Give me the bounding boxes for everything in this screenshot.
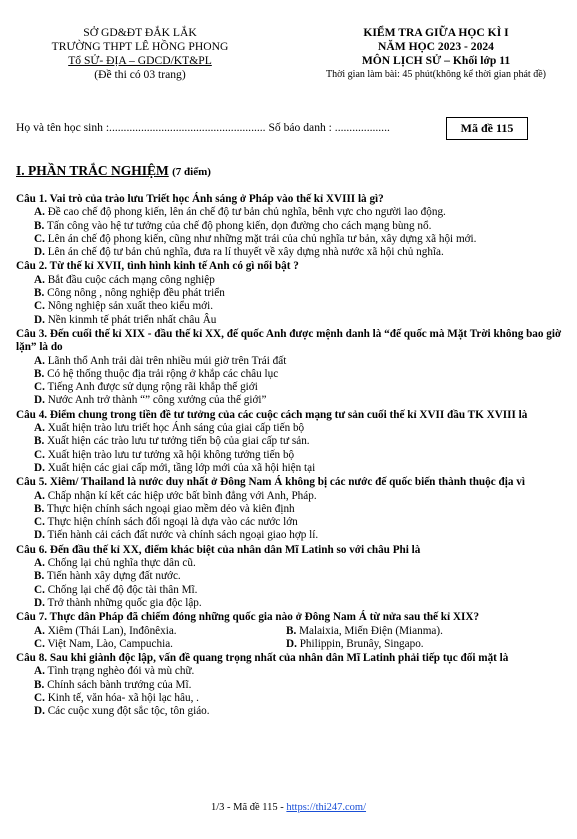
- answer-option: [16, 449, 564, 462]
- question-block: [16, 652, 564, 718]
- group-name: Tổ SỬ- ĐỊA – GDCD/KT&PL: [68, 54, 212, 67]
- option-key: C.: [34, 516, 45, 529]
- option-text: Thực hiện chính sách ngoại giao mềm dẻo và kiên định: [46, 502, 295, 515]
- option-key: C.: [34, 583, 45, 596]
- answer-option: [16, 692, 564, 705]
- option-text: Nước Anh trở thành “” công xưởng của thế giới”: [47, 394, 267, 407]
- option-text: Lãnh thổ Anh trải dài trên nhiều múi giờ trên Trái đất: [47, 354, 287, 367]
- option-text: Các cuộc xung đột sắc tộc, tôn giáo.: [47, 705, 210, 718]
- answer-option: [16, 570, 564, 583]
- option-key: B.: [34, 502, 45, 515]
- option-key: C.: [34, 637, 45, 650]
- answer-option: [286, 625, 564, 638]
- option-text: Nông nghiệp sản xuất theo kiểu mới.: [47, 300, 213, 313]
- department-name: SỞ GD&ĐT ĐẮK LẮK: [83, 26, 197, 39]
- answer-option: [16, 705, 564, 718]
- question-stem: Câu 7. Thực dân Pháp đã chiếm đóng những quốc gia nào ở Đông Nam Á từ nửa sau thế kỉ XIX?: [16, 611, 480, 624]
- answer-option: [16, 462, 564, 475]
- footer-page-info: 1/3 - Mã đề 115 -: [210, 802, 287, 813]
- answer-option: [16, 314, 564, 327]
- option-key: C.: [34, 691, 45, 704]
- option-text: Công nông , nông nghiệp đều phát triển: [47, 287, 225, 300]
- question-stem: Câu 5. Xiêm/ Thailand là nước duy nhất ở Đông Nam Á không bị các nước đế quốc biến thành thuộc địa vì: [16, 476, 525, 489]
- exam-title: KIỂM TRA GIỮA HỌC KÌ I: [363, 26, 509, 39]
- answer-option: [16, 355, 564, 368]
- option-text: Chống lại chủ nghĩa thực dân cũ.: [47, 557, 196, 570]
- option-text: Malaixia, Miến Điện (Mianma).: [299, 624, 443, 637]
- option-key: D.: [34, 394, 45, 407]
- answer-option: [16, 233, 564, 246]
- answer-option: [16, 220, 564, 233]
- question-block: [16, 193, 564, 259]
- answer-option: [16, 274, 564, 287]
- option-text: Xuất hiện các trào lưu tư tưởng tiến bộ của giai cấp tư sản.: [47, 435, 310, 448]
- option-text: Tiến hành cải cách đất nước và chính sách ngoại giao hợp lí.: [47, 529, 319, 542]
- question-stem: Câu 4. Điểm chung trong tiền đề tư tưởng của các cuộc cách mạng tư sản cuối thế kỉ XVII đầu TK XVIII là: [16, 408, 528, 421]
- option-text: Xuất hiện trào lưu tư tưởng xã hội không tưởng tiến bộ: [47, 448, 295, 461]
- option-text: Chính sách bành trướng của Mĩ.: [47, 678, 192, 691]
- option-key: C.: [34, 300, 45, 313]
- answer-option: [16, 394, 564, 407]
- option-text: Chống lại chế độ độc tài thân Mĩ.: [47, 583, 198, 596]
- option-text: Bắt đầu cuộc cách mạng công nghiệp: [47, 273, 215, 286]
- option-key: A.: [34, 354, 45, 367]
- option-text: Chấp nhận kí kết các hiệp ước bất bình đẳng với Anh, Pháp.: [47, 489, 317, 502]
- answer-option: [16, 557, 564, 570]
- footer-link[interactable]: https://thi247.com/: [286, 802, 367, 813]
- option-text: Lên án chế độ tư bản chủ nghĩa, đưa ra lí thuyết về xây dựng nhà nước xã hội chủ nghĩa.: [47, 246, 444, 259]
- option-key: B.: [34, 678, 45, 691]
- answer-option: [16, 287, 564, 300]
- option-key: A.: [34, 273, 45, 286]
- option-key: B.: [34, 287, 45, 300]
- question-block: [16, 328, 564, 408]
- option-key: D.: [34, 596, 45, 609]
- section-title: I. PHẦN TRẮC NGHIỆM: [16, 163, 169, 178]
- answer-option: [286, 638, 564, 651]
- option-key: C.: [34, 232, 45, 245]
- answer-option: [16, 422, 564, 435]
- answer-option: [16, 435, 564, 448]
- answer-option: [16, 300, 564, 313]
- option-key: D.: [34, 461, 45, 474]
- option-text: Có hệ thống thuộc địa trải rộng ở khắp các châu lục: [47, 367, 279, 380]
- option-key: A.: [34, 624, 45, 637]
- question-stem: Câu 1. Vai trò của trào lưu Triết học Ánh sáng ở Pháp vào thế kỉ XVIII là gì?: [16, 193, 384, 205]
- section-heading: [16, 163, 211, 179]
- option-key: A.: [34, 665, 45, 678]
- question-stem: Câu 3. Đến cuối thế kỉ XIX - đầu thế kỉ XX, đế quốc Anh được mệnh danh là “đế quốc mà Mặt Trời không bao giờ lặn” là do: [16, 327, 562, 354]
- option-key: A.: [34, 489, 45, 502]
- option-text: Xiêm (Thái Lan), Inđônêxia.: [47, 624, 177, 637]
- option-text: Tình trạng nghèo đói và mù chữ.: [47, 665, 195, 678]
- option-text: Philippin, Brunây, Singapo.: [299, 637, 424, 650]
- question-block: [16, 611, 564, 651]
- option-key: A.: [34, 422, 45, 435]
- student-info-line: Họ và tên học sinh :...................................................... Số báo danh : ...................: [16, 121, 390, 134]
- option-text: Lên án chế độ phong kiến, cũng như những mặt trái của chủ nghĩa tư bản, xây dựng xã hội mới.: [47, 232, 477, 245]
- option-text: Đề cao chế độ phong kiến, lên án chế độ tư bản chủ nghĩa, bênh vực cho người lao động.: [47, 206, 446, 219]
- page-count: (Đề thi có 03 trang): [94, 68, 186, 81]
- question-block: [16, 260, 564, 326]
- option-text: Nền kinmh tế phát triển nhất châu Âu: [47, 313, 217, 326]
- option-text: Trở thành những quốc gia độc lập.: [47, 596, 202, 609]
- school-name: TRƯỜNG THPT LÊ HỒNG PHONG: [51, 40, 229, 53]
- answer-option: [16, 597, 564, 610]
- option-key: C.: [34, 448, 45, 461]
- answer-option: [16, 529, 564, 542]
- subject-title: MÔN LỊCH SỬ – Khối lớp 11: [361, 54, 511, 67]
- answer-option: [16, 679, 564, 692]
- answer-option: [16, 584, 564, 597]
- answer-option: [16, 503, 564, 516]
- answer-option: [16, 206, 564, 219]
- option-key: D.: [34, 705, 45, 718]
- answer-option: [16, 381, 564, 394]
- option-key: B.: [34, 570, 45, 583]
- option-key: C.: [34, 381, 45, 394]
- option-key: B.: [286, 624, 297, 637]
- page-footer: [0, 802, 577, 813]
- answer-option: [34, 625, 286, 638]
- option-key: B.: [34, 367, 45, 380]
- question-block: [16, 544, 564, 610]
- option-text: Tiếng Anh được sử dụng rộng rãi khắp thế giới: [47, 381, 258, 394]
- option-text: Tấn công vào hệ tư tưởng của chế độ phong kiến, dọn đường cho cách mạng bùng nổ.: [46, 219, 432, 232]
- answer-option: [16, 368, 564, 381]
- option-text: Xuất hiện các giai cấp mới, tầng lớp mới của xã hội hiện tại: [47, 461, 316, 474]
- option-key: D.: [34, 529, 45, 542]
- option-text: Xuất hiện trào lưu triết học Ánh sáng của giai cấp tiến bộ: [47, 422, 305, 435]
- option-key: A.: [34, 206, 45, 219]
- time-note: Thời gian làm bài: 45 phút(không kể thời gian phát đề): [326, 69, 546, 80]
- school-year: NĂM HỌC 2023 - 2024: [378, 40, 494, 53]
- option-key: A.: [34, 557, 45, 570]
- school-header: [10, 26, 270, 82]
- question-list: [16, 192, 564, 719]
- option-grid: [16, 625, 564, 652]
- option-text: Tiến hành xây dựng đất nước.: [46, 570, 181, 583]
- section-points: (7 điểm): [172, 166, 211, 178]
- option-key: B.: [34, 219, 45, 232]
- question-stem: Câu 2. Từ thế kỉ XVII, tình hình kinh tế Anh có gì nổi bật ?: [16, 260, 299, 273]
- answer-option: [16, 246, 564, 259]
- option-key: D.: [34, 313, 45, 326]
- option-key: D.: [34, 246, 45, 259]
- answer-option: [16, 665, 564, 678]
- option-key: D.: [286, 637, 297, 650]
- answer-option: [16, 490, 564, 503]
- option-text: Thực hiện chính sách đối ngoại là dựa vào các nước lớn: [47, 516, 298, 529]
- exam-header: [305, 26, 567, 81]
- question-stem: Câu 8. Sau khi giành độc lập, vấn đề quang trọng nhất của nhân dân Mĩ Latinh phải tiếp tục đối mặt là: [16, 652, 509, 665]
- answer-option: [16, 516, 564, 529]
- option-key: B.: [34, 435, 45, 448]
- option-text: Việt Nam, Lào, Campuchia.: [47, 637, 173, 650]
- option-text: Kinh tế, văn hóa- xã hội lạc hâu, .: [47, 691, 199, 704]
- answer-option: [34, 638, 286, 651]
- question-block: [16, 476, 564, 542]
- question-stem: Câu 6. Đến đầu thế kỉ XX, điểm khác biệt của nhân dân Mĩ Latinh so với châu Phi là: [16, 543, 421, 556]
- exam-code-box: Mã đề 115: [446, 117, 528, 140]
- question-block: [16, 409, 564, 475]
